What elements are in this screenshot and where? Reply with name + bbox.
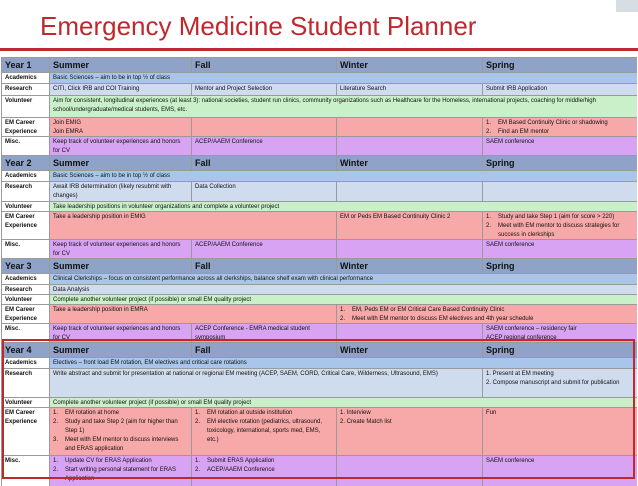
planner-row	[1, 455, 637, 486]
row-content	[49, 202, 637, 211]
planner-row	[1, 239, 637, 258]
corner-decoration	[616, 0, 638, 12]
row-label: Research	[1, 369, 49, 397]
item-number: 1.	[340, 307, 346, 313]
row-label: Volunteer	[1, 295, 49, 304]
cell-text-line: Data Analysis	[53, 287, 90, 293]
planner-row	[1, 136, 637, 155]
season-header: Summer	[49, 259, 191, 273]
row-cell	[336, 408, 482, 455]
planner-row	[1, 72, 637, 83]
item-number: 1.	[486, 214, 492, 220]
item-number: 2.	[53, 467, 59, 473]
row-cell	[482, 408, 637, 455]
row-cell	[482, 118, 637, 136]
row-cell	[482, 369, 637, 397]
item-text: EM elective rotation (pediatrics, ultrasound, toxicology, international, sports med, EMS, etc.)	[207, 419, 323, 443]
cell-text-line: Write abstract and submit for presentation at national or regional EM meeting (ACEP, SAEM, CORD, Critical Care, Wilderness, Ultrasound, EMS)	[53, 371, 438, 377]
item-text: Study and take Step 1 (aim for score > 220)	[498, 214, 615, 220]
numbered-item	[195, 418, 333, 445]
cell-text-line: Complete another volunteer project (if possible) or small EM quality project	[53, 297, 252, 303]
season-header: Spring	[482, 259, 637, 273]
item-number: 1.	[53, 458, 59, 464]
season-header: Fall	[191, 156, 336, 170]
row-cell	[191, 324, 336, 342]
row-label: Volunteer	[1, 96, 49, 117]
row-label: Misc.	[1, 240, 49, 258]
year-header-row	[1, 258, 637, 273]
row-label: EM Career Experience	[1, 408, 49, 455]
row-cell	[482, 137, 637, 155]
cell-text-line: Submit IRB Application	[486, 86, 548, 92]
row-content	[49, 285, 637, 294]
row-label: EM Career Experience	[1, 118, 49, 136]
row-cell	[191, 118, 336, 136]
cell-text-line: Take leadership positions in volunteer organizations and complete a volunteer project	[53, 204, 280, 210]
cell-text-line: Basic Sciences – aim to be in top ½ of class	[53, 75, 171, 81]
row-label: Misc.	[1, 137, 49, 155]
item-number: 1.	[53, 410, 59, 416]
row-cell	[49, 456, 191, 486]
row-label: Research	[1, 84, 49, 95]
row-label: Misc.	[1, 324, 49, 342]
planner-row	[1, 170, 637, 181]
cell-text-line: Join EMRA	[53, 129, 84, 135]
title-rule	[0, 48, 638, 51]
row-label: Research	[1, 285, 49, 294]
cell-text-line: Join EMIG	[53, 120, 82, 126]
item-text: Meet with EM mentor to discuss EM electives and 4th year schedule	[352, 316, 534, 322]
item-text: Update CV for ERAS Application	[65, 458, 152, 464]
year-header-row	[1, 155, 637, 170]
numbered-item	[486, 128, 634, 136]
row-label: Academics	[1, 73, 49, 83]
season-header: Winter	[336, 156, 482, 170]
item-text: Meet with EM mentor to discuss strategies for success in clerkships	[498, 223, 620, 238]
item-text: Find an EM mentor	[498, 129, 550, 135]
cell-text-line: Keep track of volunteer experiences and honors for CV	[53, 326, 181, 341]
cell-text-line: Await IRB determination (likely resubmit with changes)	[53, 184, 172, 199]
row-cell	[482, 324, 637, 342]
season-header: Fall	[191, 343, 336, 357]
planner-row	[1, 95, 637, 117]
row-cell	[49, 118, 191, 136]
row-cell	[336, 182, 482, 201]
item-text: Study and take Step 2 (aim for higher than Step 1)	[65, 419, 178, 434]
item-number: 2.	[195, 419, 201, 425]
row-cell	[49, 240, 191, 258]
row-cell	[336, 305, 637, 323]
season-header: Summer	[49, 58, 191, 72]
item-number: 2.	[486, 129, 492, 135]
numbered-item	[53, 436, 188, 454]
planner-row	[1, 201, 637, 211]
row-cell	[482, 84, 637, 95]
cell-text-line: Clinical Clerkships – focus on consistent performance across all clerkships, balance shelf exam with clinical performance	[53, 276, 374, 282]
row-cell	[336, 137, 482, 155]
row-cell	[191, 182, 336, 201]
row-label: Volunteer	[1, 202, 49, 211]
planner-row	[1, 357, 637, 368]
cell-text-line: Complete another volunteer project (if possible) or small EM quality project	[53, 400, 252, 406]
cell-text-line: CITI, Click IRB and COI Training	[53, 86, 140, 92]
season-header: Spring	[482, 156, 637, 170]
cell-text-line: Keep track of volunteer experiences and honors for CV	[53, 242, 181, 257]
cell-text-line: 2. Compose manuscript and submit for publication	[486, 380, 620, 386]
row-cell	[191, 408, 336, 455]
cell-text-line: Basic Sciences – aim to be in top ½ of class	[53, 173, 171, 179]
cell-text-line: ACEP regional conference	[486, 335, 557, 341]
numbered-item	[53, 457, 188, 466]
item-text: Start writing personal statement for ERAS Application	[65, 467, 177, 482]
cell-text-line: 1. Present at EM meeting	[486, 371, 554, 377]
item-number: 2.	[340, 316, 346, 322]
item-text: EM rotation at home	[65, 410, 120, 416]
row-cell	[336, 84, 482, 95]
row-cell	[482, 182, 637, 201]
cell-text-line: SAEM conference – residency fair	[486, 326, 577, 332]
year-label: Year 3	[1, 259, 49, 273]
item-text: EM rotation at outside institution	[207, 410, 293, 416]
season-header: Spring	[482, 343, 637, 357]
row-content	[49, 358, 637, 368]
item-text: ACEP/AAEM Conference	[207, 467, 275, 473]
item-text: EM Based Continuity Clinic or shadowing	[498, 120, 608, 126]
row-content	[49, 274, 637, 284]
item-text: Meet with EM mentor to discuss interviews and ERAS application	[65, 437, 179, 452]
numbered-item	[53, 466, 188, 484]
item-number: 3.	[53, 437, 59, 443]
item-number: 2.	[53, 419, 59, 425]
year-header-row	[1, 342, 637, 357]
planner-row	[1, 211, 637, 239]
numbered-item	[195, 409, 333, 418]
numbered-item	[486, 213, 634, 222]
planner-row	[1, 397, 637, 407]
planner-table	[1, 57, 637, 486]
row-label: Academics	[1, 358, 49, 368]
cell-text-line: 2. Create Match list	[340, 419, 392, 425]
row-cell	[191, 84, 336, 95]
row-cell	[49, 324, 191, 342]
cell-text-line: SAEM conference	[486, 139, 535, 145]
row-cell	[482, 212, 637, 239]
numbered-item	[195, 466, 333, 475]
cell-text-line: EM or Peds EM Based Continuity Clinic 2	[340, 214, 451, 220]
planner-row	[1, 323, 637, 342]
item-number: 2.	[486, 223, 492, 229]
row-label: Research	[1, 182, 49, 201]
year-label: Year 1	[1, 58, 49, 72]
row-cell	[191, 137, 336, 155]
row-cell	[49, 182, 191, 201]
row-cell	[49, 137, 191, 155]
row-cell	[191, 240, 336, 258]
cell-text-line: Keep track of volunteer experiences and honors for CV	[53, 139, 181, 154]
planner-row	[1, 83, 637, 95]
planner-row	[1, 181, 637, 201]
cell-text-line: ACEP/AAEM Conference	[195, 139, 263, 145]
season-header: Winter	[336, 343, 482, 357]
season-header: Summer	[49, 343, 191, 357]
row-content	[49, 398, 637, 407]
row-cell	[49, 305, 336, 323]
season-header: Summer	[49, 156, 191, 170]
row-cell	[49, 408, 191, 455]
item-number: 1.	[195, 458, 201, 464]
season-header: Fall	[191, 58, 336, 72]
item-number: 1.	[195, 410, 201, 416]
numbered-item	[53, 418, 188, 436]
row-label: Volunteer	[1, 398, 49, 407]
cell-text-line: Data Collection	[195, 184, 236, 190]
row-label: EM Career Experience	[1, 212, 49, 239]
page-title: Emergency Medicine Student Planner	[40, 11, 477, 41]
cell-text-line: SAEM conference	[486, 242, 535, 248]
cell-text-line: Literature Search	[340, 86, 387, 92]
row-content	[49, 96, 637, 117]
row-label: Academics	[1, 274, 49, 284]
row-cell	[49, 369, 482, 397]
planner-row	[1, 117, 637, 136]
cell-text-line: Aim for consistent, longitudinal experiences (at least 3): national societies, student run clinics, community organizations such as Healthcare for the Homeless, international projects, coaching for middle/high school/undergraduate/medical students, EMS, etc.	[53, 98, 596, 113]
cell-text-line: 1. Interview	[340, 410, 371, 416]
planner-row	[1, 368, 637, 397]
cell-text-line: SAEM conference	[486, 458, 535, 464]
row-content	[49, 171, 637, 181]
season-header: Winter	[336, 58, 482, 72]
row-label: Misc.	[1, 456, 49, 486]
row-cell	[191, 456, 336, 486]
season-header: Spring	[482, 58, 637, 72]
cell-text-line: Electives – front load EM rotation, EM electives and critical care rotations	[53, 360, 247, 366]
row-cell	[482, 240, 637, 258]
planner-row	[1, 407, 637, 455]
row-cell	[49, 84, 191, 95]
numbered-item	[340, 315, 634, 323]
season-header: Fall	[191, 259, 336, 273]
cell-text-line: Fun	[486, 410, 497, 416]
row-cell	[336, 118, 482, 136]
row-cell	[336, 456, 482, 486]
numbered-item	[53, 409, 188, 418]
row-cell	[482, 456, 637, 486]
planner-row	[1, 284, 637, 294]
cell-text-line: Mentor and Project Selection	[195, 86, 273, 92]
row-cell	[336, 212, 482, 239]
item-text: EM, Peds EM or EM Critical Care Based Continuity Clinic	[352, 307, 505, 313]
row-cell	[336, 240, 482, 258]
item-text: Submit ERAS Application	[207, 458, 275, 464]
numbered-item	[340, 306, 634, 315]
row-content	[49, 295, 637, 304]
cell-text-line: ACEP Conference - EMRA medical student symposium	[195, 326, 310, 341]
item-number: 2.	[195, 467, 201, 473]
numbered-item	[486, 222, 634, 239]
numbered-item	[486, 119, 634, 128]
cell-text-line: Take a leadership position in EMIG	[53, 214, 146, 220]
row-cell	[336, 324, 482, 342]
row-label: Academics	[1, 171, 49, 181]
row-label: EM Career Experience	[1, 305, 49, 323]
planner-row	[1, 294, 637, 304]
planner-row	[1, 273, 637, 284]
row-cell	[49, 212, 336, 239]
cell-text-line: Take a leadership position in EMRA	[53, 307, 148, 313]
season-header: Winter	[336, 259, 482, 273]
year-label: Year 4	[1, 343, 49, 357]
cell-text-line: ACEP/AAEM Conference	[195, 242, 263, 248]
year-header-row	[1, 57, 637, 72]
numbered-item	[195, 457, 333, 466]
year-label: Year 2	[1, 156, 49, 170]
item-number: 1.	[486, 120, 492, 126]
planner-row	[1, 304, 637, 323]
row-content	[49, 73, 637, 83]
